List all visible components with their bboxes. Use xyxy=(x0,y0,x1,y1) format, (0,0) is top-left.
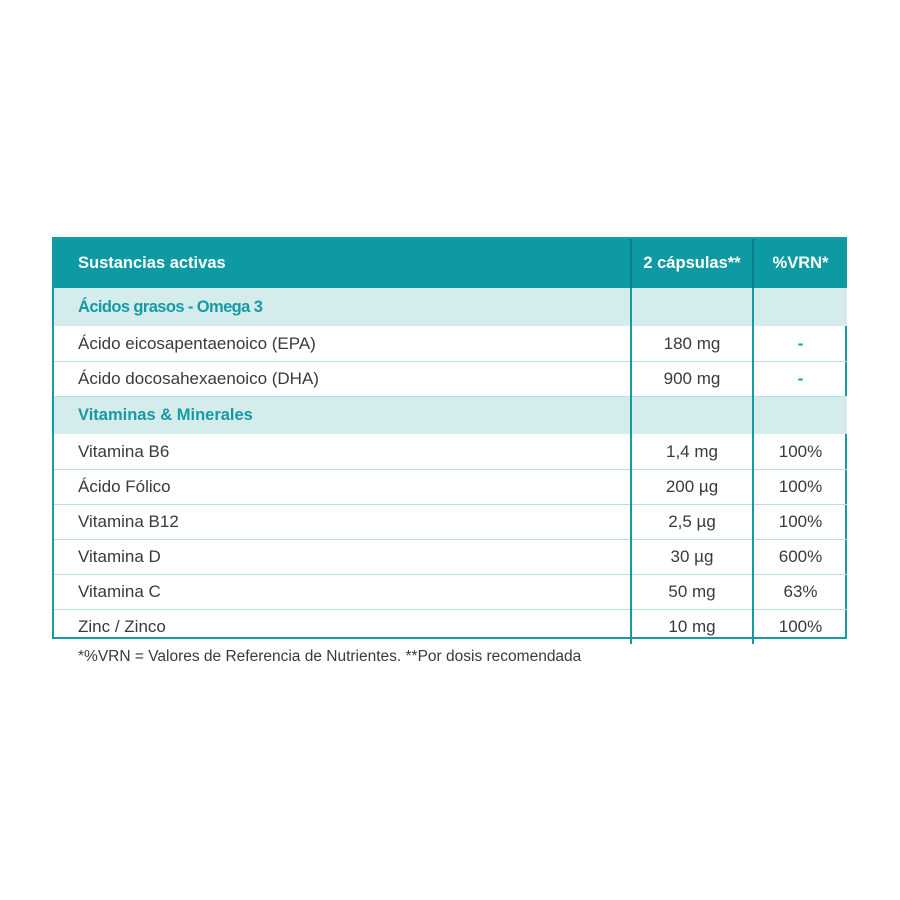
footnote: *%VRN = Valores de Referencia de Nutrientes. **Por dosis recomendada xyxy=(78,648,582,665)
row-vrn: 100% xyxy=(753,434,847,469)
nutrition-table xyxy=(52,237,847,639)
header-substances: Sustancias activas xyxy=(54,239,631,288)
section-title: Vitaminas & Minerales xyxy=(54,396,631,434)
table-header-row xyxy=(54,239,847,288)
row-name: Vitamina D xyxy=(54,539,631,574)
row-name: Zinc / Zinco xyxy=(78,617,166,637)
row-name: Vitamina B6 xyxy=(54,434,631,469)
row-amount: 200 µg xyxy=(631,469,753,504)
row-vrn: - xyxy=(753,326,847,361)
table-row xyxy=(54,326,847,361)
row-amount: 180 mg xyxy=(631,326,753,361)
row-amount: 1,4 mg xyxy=(631,434,753,469)
row-amount: 10 mg xyxy=(631,609,753,644)
table-row xyxy=(54,609,847,644)
row-vrn: 100% xyxy=(778,617,823,637)
section-title: Ácidos grasos - Omega 3 xyxy=(54,288,631,326)
row-amount: 2,5 µg xyxy=(631,504,753,539)
row-amount: 30 µg xyxy=(631,539,753,574)
row-amount: 900 mg xyxy=(631,361,753,396)
row-name: Vitamina C xyxy=(54,574,631,609)
table-row xyxy=(54,434,847,469)
row-name: Vitamina B12 xyxy=(54,504,631,539)
row-name: Ácido eicosapentaenoico (EPA) xyxy=(54,326,631,361)
row-vrn: 63% xyxy=(753,574,847,609)
table-row xyxy=(54,361,847,396)
section-row-omega3 xyxy=(54,288,847,326)
row-vrn: - xyxy=(753,361,847,396)
row-vrn: 600% xyxy=(753,539,847,574)
row-vrn: 100% xyxy=(753,469,847,504)
table-row xyxy=(54,539,847,574)
row-name: Ácido Fólico xyxy=(54,469,631,504)
header-vrn: %VRN* xyxy=(753,239,847,288)
table-row xyxy=(54,574,847,609)
table-row xyxy=(54,504,847,539)
section-row-vitamins xyxy=(54,396,847,434)
header-dose: 2 cápsulas** xyxy=(631,239,753,288)
row-amount: 50 mg xyxy=(631,574,753,609)
nutrition-table-grid xyxy=(54,239,847,644)
table-row xyxy=(54,469,847,504)
row-vrn: 100% xyxy=(753,504,847,539)
row-name: Ácido docosahexaenoico (DHA) xyxy=(54,361,631,396)
